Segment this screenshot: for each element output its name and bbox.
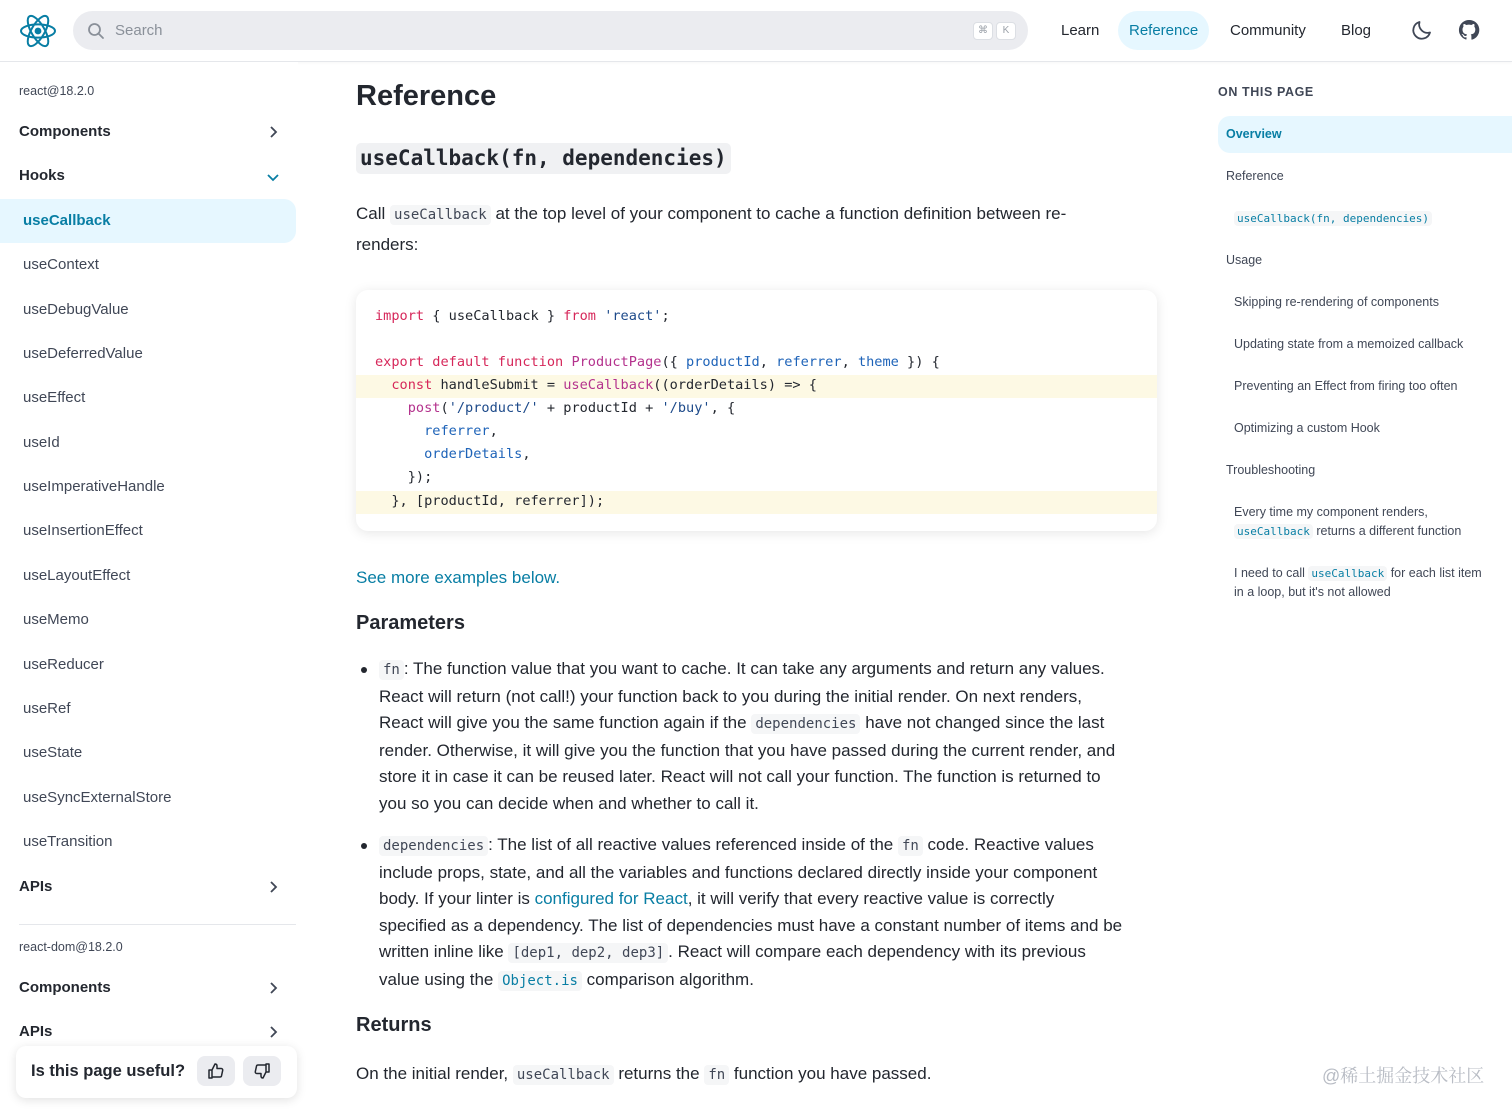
chevron-right-icon[interactable] — [266, 981, 280, 995]
code-text: , — [522, 446, 531, 462]
code-line: }, [productId, referrer]); — [375, 493, 605, 509]
code-string: '/buy' — [661, 400, 711, 416]
toc-item-updating-state[interactable]: Updating state from a memoized callback — [1234, 337, 1464, 351]
sidebar-item-usedebugvalue[interactable]: useDebugValue — [23, 301, 129, 318]
feedback-question: Is this page useful? — [31, 1062, 186, 1080]
code-keyword: export default function — [375, 354, 564, 370]
react-version-label: react@18.2.0 — [19, 84, 95, 98]
code-line — [375, 400, 735, 416]
sidebar-item-uselayouteffect[interactable]: useLayoutEffect — [23, 567, 131, 584]
sidebar-item-label: useCallback — [23, 212, 111, 229]
code-text: ({ — [661, 354, 687, 370]
k-key: K — [996, 22, 1016, 40]
sidebar-item-useid[interactable]: useId — [23, 434, 60, 451]
sidebar-dom-components[interactable]: Components — [19, 979, 111, 996]
inline-code: dependencies — [379, 836, 488, 856]
code-text: handleSubmit = — [432, 377, 564, 393]
search-input[interactable] — [73, 11, 1028, 50]
see-more-examples-link[interactable]: See more examples below. — [356, 568, 561, 587]
toc-item-usage[interactable]: Usage — [1226, 253, 1263, 267]
code-function: post — [407, 400, 441, 416]
api-signature-heading: useCallback(fn, dependencies) — [356, 143, 731, 174]
chevron-down-icon[interactable] — [266, 170, 280, 184]
parameters-heading: Parameters — [356, 612, 465, 634]
sidebar-dom-apis[interactable]: APIs — [19, 1023, 53, 1040]
inline-code: fn — [704, 1065, 729, 1085]
inline-code: useCallback(fn, dependencies) — [1234, 211, 1432, 226]
nav-blog[interactable]: Blog — [1341, 22, 1372, 39]
top-navbar — [0, 0, 1512, 62]
toc-item-reference[interactable]: Reference — [1226, 169, 1284, 183]
object-is-link[interactable]: Object.is — [498, 971, 582, 991]
param-text: React will give you the same function again if the — [379, 713, 752, 733]
toc-item-troubleshooting[interactable]: Troubleshooting — [1226, 463, 1316, 477]
code-line — [375, 308, 670, 324]
code-text: { useCallback } — [424, 308, 564, 324]
react-dom-version-label: react-dom@18.2.0 — [19, 940, 123, 954]
github-icon[interactable] — [1457, 18, 1481, 42]
code-string: '/product/' — [448, 400, 539, 416]
sidebar-hooks[interactable]: Hooks — [19, 167, 65, 184]
intro-paragraph — [356, 199, 1156, 260]
search-icon — [87, 22, 105, 40]
param-text: specified as a dependency. The list of dependencies must have a constant number of items and be — [379, 915, 1123, 935]
toc-item-optimizing-hook[interactable]: Optimizing a custom Hook — [1234, 421, 1380, 435]
sidebar-item-usecontext[interactable]: useContext — [23, 256, 99, 273]
code-block — [356, 290, 1157, 531]
search-placeholder: Search — [115, 22, 163, 39]
cmd-key: ⌘ — [973, 22, 993, 40]
sidebar-components[interactable]: Components — [19, 123, 111, 140]
code-text — [375, 446, 424, 462]
code-param: productId — [686, 354, 760, 370]
list-bullet — [361, 843, 367, 849]
code-line — [375, 377, 817, 393]
dark-mode-moon-icon[interactable] — [1410, 18, 1434, 42]
param-text: body. If your linter is — [379, 889, 535, 909]
param-text: have not changed since the last — [860, 713, 1105, 733]
thumbs-down-icon — [253, 1062, 271, 1080]
sidebar-item-useimperativehandle[interactable]: useImperativeHandle — [23, 478, 165, 495]
sidebar-item-useref[interactable]: useRef — [23, 700, 71, 717]
code-property: referrer — [424, 423, 490, 439]
react-logo-icon[interactable] — [18, 12, 58, 50]
code-text: ( — [440, 400, 449, 416]
toc-item-overview[interactable] — [1218, 116, 1512, 153]
code-function: ProductPage — [571, 354, 662, 370]
returns-text: On the initial render, — [356, 1064, 513, 1083]
nav-learn[interactable]: Learn — [1061, 22, 1100, 39]
code-line — [375, 354, 940, 370]
sidebar-item-usetransition[interactable]: useTransition — [23, 833, 113, 850]
param-text: value using the — [379, 969, 499, 989]
code-text: + productId + — [538, 400, 662, 416]
param-text: code. Reactive values — [922, 835, 1094, 854]
sidebar-item-usesyncexternalstore[interactable]: useSyncExternalStore — [23, 789, 172, 806]
param-fn — [379, 656, 1159, 818]
sidebar-item-usereducer[interactable]: useReducer — [23, 656, 104, 673]
code-text: ((orderDetails) => { — [653, 377, 817, 393]
nav-reference[interactable]: Reference — [1118, 11, 1209, 50]
param-dependencies — [379, 832, 1159, 995]
toc-item-skipping[interactable]: Skipping re-rendering of components — [1234, 295, 1439, 309]
inline-code: useCallback — [390, 205, 491, 225]
inline-code: fn — [898, 836, 923, 856]
watermark: @稀土掘金技术社区 — [1322, 1066, 1485, 1086]
toc-heading: ON THIS PAGE — [1218, 85, 1314, 99]
toc-item-different-function[interactable] — [1234, 503, 1504, 541]
code-line: }); — [375, 469, 433, 485]
param-text: React will return (not call!) your function back to you during the initial render. On next renders, — [379, 686, 1083, 706]
code-text — [375, 400, 408, 416]
chevron-right-icon[interactable] — [266, 1025, 280, 1039]
page-title: Reference — [356, 80, 497, 112]
sidebar-item-usestate[interactable]: useState — [23, 744, 83, 761]
code-keyword: const — [391, 377, 433, 393]
list-bullet — [361, 667, 367, 673]
code-string: 'react' — [604, 308, 662, 324]
thumbs-up-icon — [207, 1062, 225, 1080]
toc-text: Every time my component renders, — [1234, 505, 1428, 519]
inline-code: fn — [379, 660, 404, 680]
code-text — [375, 377, 391, 393]
code-text: , — [759, 354, 777, 370]
code-text — [375, 423, 424, 439]
inline-code: useCallback — [1308, 566, 1387, 581]
code-line — [375, 446, 531, 462]
toc-text: I need to call — [1234, 566, 1309, 580]
intro-text: at the top level of your component to cache a function definition between re- — [490, 204, 1067, 223]
param-text: you so you can decide when and whether to call it. — [379, 793, 759, 813]
code-text: ; — [661, 308, 670, 324]
code-param: theme — [857, 354, 899, 370]
intro-text: Call — [356, 204, 391, 223]
code-text: , — [841, 354, 858, 370]
code-keyword: from — [563, 308, 596, 324]
param-text: , it will verify that every reactive value is correctly — [687, 889, 1055, 909]
chevron-right-icon[interactable] — [266, 880, 280, 894]
sidebar — [0, 62, 298, 1113]
param-text: . React will compare each dependency with its previous — [668, 942, 1086, 962]
feedback-widget — [16, 1046, 297, 1098]
sidebar-apis[interactable]: APIs — [19, 878, 53, 895]
intro-text: renders: — [356, 235, 419, 254]
code-line — [375, 423, 498, 439]
nav-community[interactable]: Community — [1230, 22, 1306, 39]
toc-text: returns a different function — [1312, 524, 1462, 538]
sidebar-item-usecallback[interactable] — [0, 199, 296, 243]
toc-item-label: Overview — [1226, 127, 1282, 141]
sidebar-item-useeffect[interactable]: useEffect — [23, 389, 86, 406]
thumbs-up-button[interactable] — [197, 1056, 235, 1086]
code-text: , — [489, 423, 498, 439]
param-text: include props, state, and all the variables and functions declared directly inside your component — [379, 862, 1098, 882]
code-param: referrer — [776, 354, 842, 370]
param-text: written inline like — [379, 942, 509, 962]
code-property: orderDetails — [424, 446, 523, 462]
sidebar-divider — [19, 924, 296, 925]
returns-heading: Returns — [356, 1014, 432, 1036]
sidebar-item-usememo[interactable]: useMemo — [23, 611, 89, 628]
inline-code: dependencies — [751, 714, 860, 734]
param-text: : The list of all reactive values referenced inside of the — [488, 835, 898, 854]
param-text: store it in case it can be reused later. React will not call your function. The function is returned to — [379, 767, 1101, 787]
returns-text: returns the — [613, 1064, 705, 1083]
inline-code: [dep1, dep2, dep3] — [508, 943, 668, 963]
code-function: useCallback — [563, 377, 654, 393]
toc-item-preventing-effect[interactable]: Preventing an Effect from firing too often — [1234, 379, 1458, 393]
code-text: , { — [710, 400, 736, 416]
returns-text: function you have passed. — [729, 1064, 932, 1083]
sidebar-item-usedeferredvalue[interactable]: useDeferredValue — [23, 345, 143, 362]
toc-item-signature[interactable] — [1234, 209, 1432, 228]
param-text: comparison algorithm. — [581, 969, 754, 989]
param-text: : The function value that you want to cache. It can take any arguments and return any values. — [403, 659, 1105, 678]
thumbs-down-button[interactable] — [243, 1056, 281, 1086]
sidebar-item-useinsertioneffect[interactable]: useInsertionEffect — [23, 522, 143, 539]
returns-paragraph — [356, 1059, 1156, 1090]
param-text: render. Otherwise, it will give you the function that you have passed during the current render, and — [379, 740, 1116, 760]
toc-text: in a loop, but it's not allowed — [1234, 585, 1391, 599]
code-text: }) { — [898, 354, 940, 370]
chevron-right-icon[interactable] — [266, 125, 280, 139]
inline-code: useCallback — [513, 1065, 614, 1085]
code-text — [596, 308, 604, 324]
inline-code: useCallback — [1234, 524, 1313, 539]
code-keyword: import — [375, 308, 425, 324]
configured-for-react-link[interactable]: configured for React — [534, 889, 688, 909]
toc-text: for each list item — [1387, 566, 1482, 580]
toc-item-list-item-loop[interactable] — [1234, 564, 1512, 602]
